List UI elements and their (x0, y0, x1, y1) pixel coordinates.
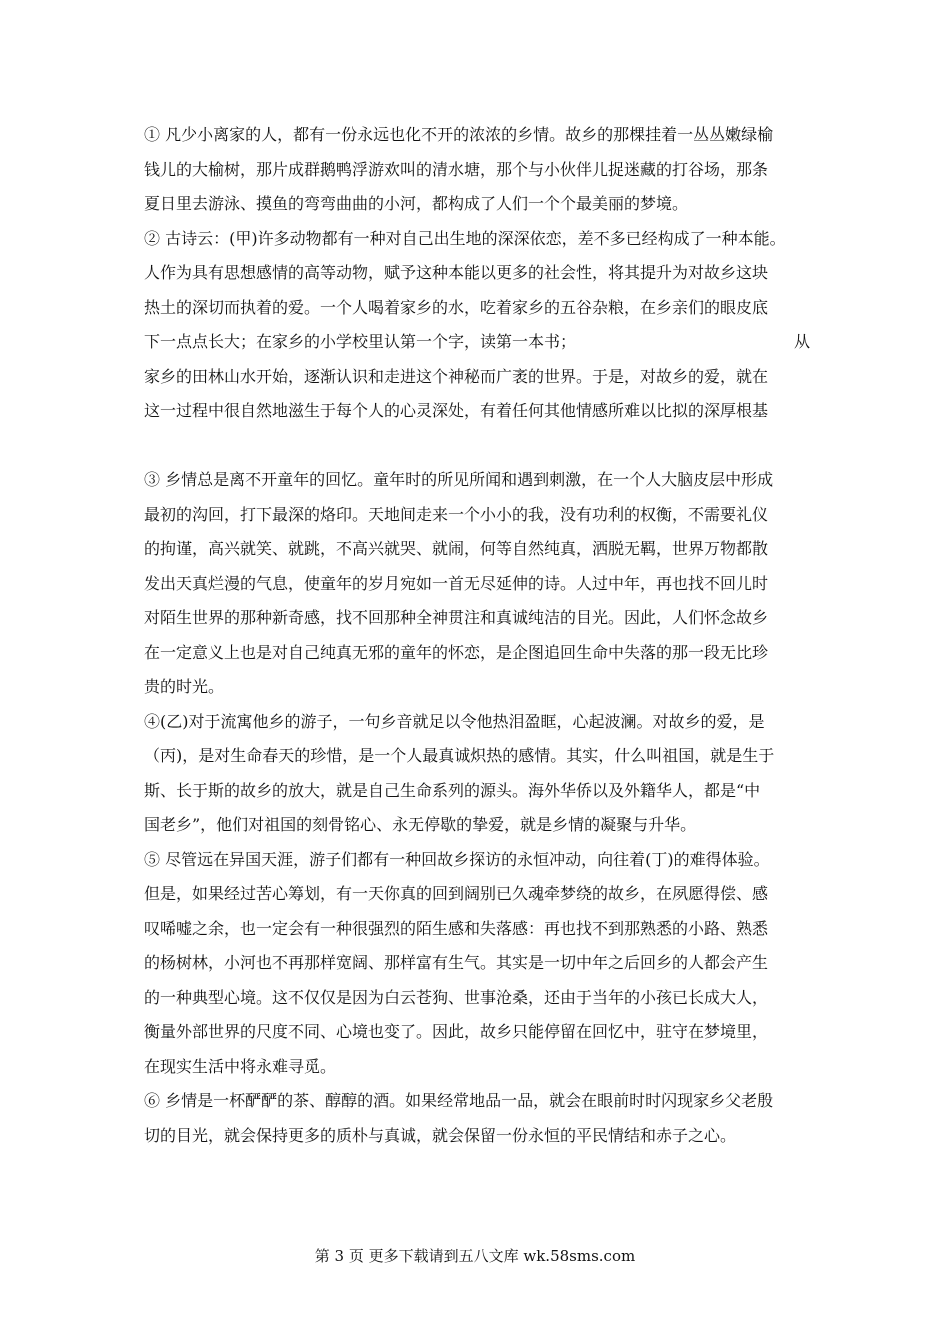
text-line: ② 古诗云：(甲)许多动物都有一种对自己出生地的深深依恋，差不多已经构成了一种本能。 (144, 228, 786, 248)
text-line: 叹唏嘘之余，也一定会有一种很强烈的陌生感和失落感：再也找不到那熟悉的小路、熟悉 (144, 918, 769, 938)
text-line: 最初的沟回，打下最深的烙印。天地间走来一个小小的我，没有功利的权衡，不需要礼仪 (144, 504, 769, 524)
text-line-left: 下一点点长大；在家乡的小学校里认第一个字，读第一本书； (144, 332, 577, 351)
article-body (144, 118, 810, 1153)
text-line: 热土的深切而执着的爱。一个人喝着家乡的水，吃着家乡的五谷杂粮，在乡亲们的眼皮底 (144, 297, 769, 317)
text-line: ③ 乡情总是离不开童年的回忆。童年时的所见所闻和遇到刺激，在一个人大脑皮层中形成 (144, 470, 774, 489)
text-line: 夏日里去游泳、摸鱼的弯弯曲曲的小河，都构成了人们一个个最美丽的梦境。 (144, 194, 689, 213)
text-line: 但是，如果经过苦心筹划，有一天你真的回到阔别已久魂牵梦绕的故乡，在夙愿得偿、感 (144, 884, 769, 903)
text-line: ⑤ 尽管远在异国天涯，游子们都有一种回故乡探访的永恒冲动，向往着(丁)的难得体验。 (144, 849, 770, 869)
text-line: 在一定意义上也是对自己纯真无邪的童年的怀恋，是企图追回生命中失落的那一段无比珍 (144, 642, 769, 662)
text-line: 的杨树林，小河也不再那样宽阔、那样富有生气。其实是一切中年之后回乡的人都会产生 (144, 953, 769, 972)
text-line: ④(乙)对于流寓他乡的游子，一句乡音就足以令他热泪盈眶，心起波澜。对故乡的爱，是 (144, 711, 765, 731)
text-line: 人作为具有思想感情的高等动物，赋予这种本能以更多的社会性，将其提升为对故乡这块 (144, 263, 769, 282)
text-line: 家乡的田林山水开始，逐渐认识和走进这个神秘而广袤的世界。于是，对故乡的爱，就在 (144, 366, 769, 386)
text-line: 贵的时光。 (144, 677, 225, 696)
text-line: ① 凡少小离家的人，都有一份永远也化不开的浓浓的乡情。故乡的那棵挂着一丛丛嫩绿榆 (144, 125, 774, 144)
text-line (144, 429, 810, 464)
text-line: （丙)，是对生命春天的珍惜，是一个人最真诚炽热的感情。其实，什么叫祖国，就是生于 (144, 746, 775, 765)
text-line: 斯、长于斯的故乡的放大，就是自己生命系列的源头。海外华侨以及外籍华人，都是“中 (144, 780, 761, 800)
text-line: 发出天真烂漫的气息，使童年的岁月宛如一首无尽延伸的诗。人过中年，再也找不回儿时 (144, 573, 769, 593)
text-line: 国老乡”，他们对祖国的刻骨铭心、永无停歇的挚爱，就是乡情的凝聚与升华。 (144, 815, 697, 834)
text-line: 的一种典型心境。这不仅仅是因为白云苍狗、世事沧桑，还由于当年的小孩已长成大人， (144, 987, 769, 1007)
text-line: 衡量外部世界的尺度不同、心境也变了。因此，故乡只能停留在回忆中，驻守在梦境里， (144, 1022, 769, 1041)
text-line: 钱儿的大榆树，那片成群鹅鸭浮游欢叫的清水塘，那个与小伙伴儿捉迷藏的打谷场，那条 (144, 159, 769, 179)
page-footer: 第 3 页 更多下载请到五八文库 wk.58sms.com (314, 1247, 636, 1265)
text-line-right: 从 (793, 332, 810, 351)
text-line: 的拘谨，高兴就笑、就跳，不高兴就哭、就闹，何等自然纯真，洒脱无羁，世界万物都散 (144, 539, 769, 558)
text-line: ⑥ 乡情是一杯酽酽的茶、醇醇的酒。如果经常地品一品，就会在眼前时时闪现家乡父老殷 (144, 1091, 774, 1110)
text-line: 在现实生活中将永难寻觅。 (144, 1056, 337, 1076)
text-line: 对陌生世界的那种新奇感，找不回那种全神贯注和真诚纯洁的目光。因此，人们怀念故乡 (144, 608, 769, 627)
text-line (144, 325, 810, 360)
text-line: 这一过程中很自然地滋生于每个人的心灵深处，有着任何其他情感所难以比拟的深厚根基 (144, 401, 769, 420)
text-line: 切的目光，就会保持更多的质朴与真诚，就会保留一份永恒的平民情结和赤子之心。 (144, 1125, 737, 1145)
